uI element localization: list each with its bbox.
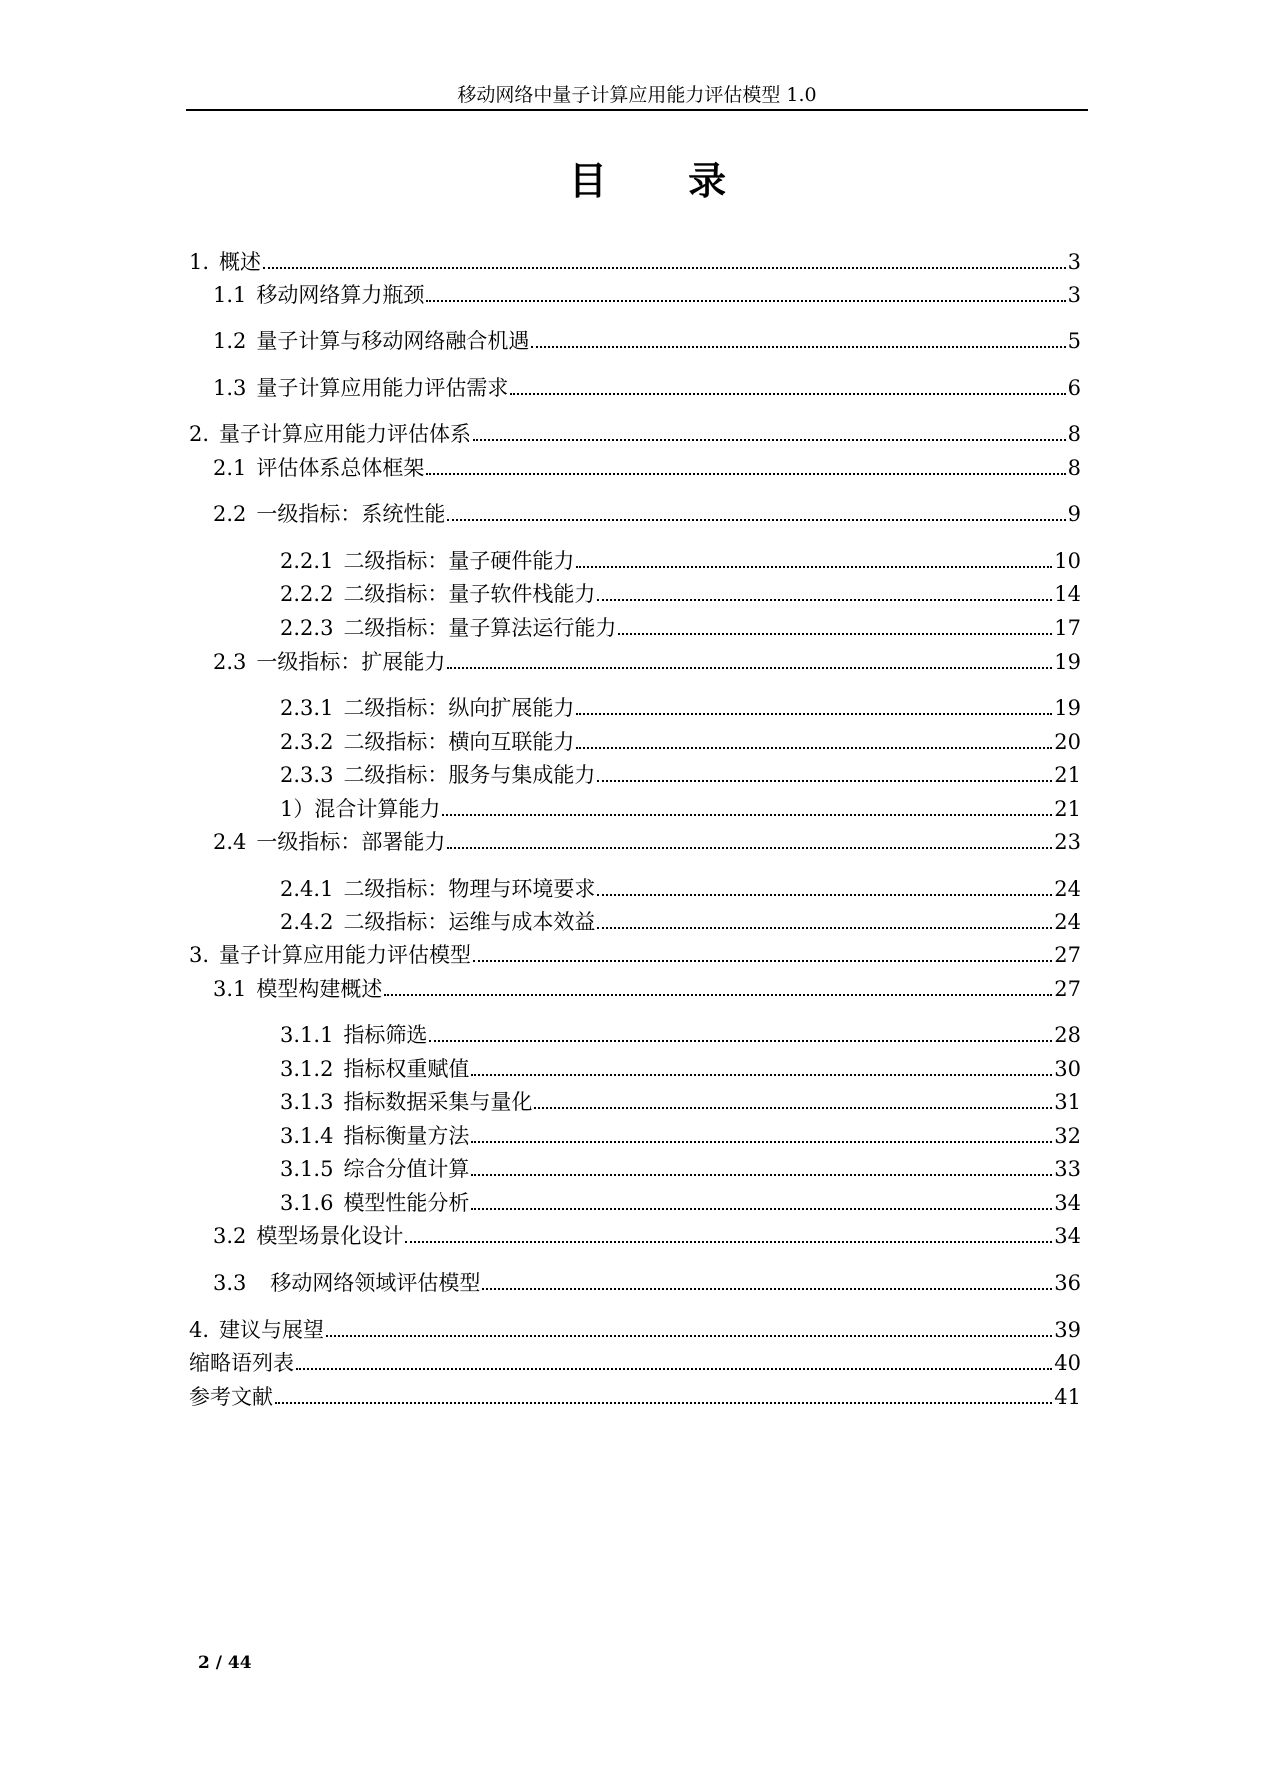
toc-entry-page: 3 xyxy=(1067,250,1081,274)
dot-leader xyxy=(482,1288,1052,1290)
toc-entry-number: 2.4 xyxy=(213,830,247,854)
dot-leader xyxy=(296,1368,1052,1370)
toc-entry-page: 23 xyxy=(1054,830,1081,854)
toc-entry-number: 2.2.2 xyxy=(280,582,334,606)
toc-entry-page: 10 xyxy=(1054,549,1081,573)
toc-entry-label: 量子计算与移动网络融合机遇 xyxy=(256,329,530,353)
toc-entry-page: 34 xyxy=(1054,1224,1081,1248)
toc-entry-page: 27 xyxy=(1054,977,1081,1001)
toc-entry-page: 3 xyxy=(1067,283,1081,307)
toc-entry-number: 2.3.3 xyxy=(280,763,334,787)
toc-entry-label: 指标权重赋值 xyxy=(343,1057,470,1081)
toc-entry-page: 19 xyxy=(1054,650,1081,674)
toc-entry-page: 32 xyxy=(1054,1124,1081,1148)
toc-entry-page: 41 xyxy=(1054,1385,1081,1409)
toc-entry-page: 34 xyxy=(1054,1191,1081,1215)
toc-entry-page: 19 xyxy=(1054,696,1081,720)
toc-entry-number: 1.2 xyxy=(213,329,247,353)
toc-entry[interactable] xyxy=(280,792,1081,822)
toc-entry-number: 1.1 xyxy=(213,283,247,307)
toc-entry[interactable] xyxy=(280,872,1081,902)
toc-entry-number: 2.3.2 xyxy=(280,730,334,754)
running-header: 移动网络中量子计算应用能力评估模型 1.0 xyxy=(457,84,817,106)
toc-entry-number: 1. xyxy=(189,250,210,274)
dot-leader xyxy=(510,393,1065,395)
dot-leader xyxy=(597,894,1052,896)
toc-entry-page: 14 xyxy=(1054,582,1081,606)
toc-entry[interactable] xyxy=(280,611,1081,641)
dot-leader xyxy=(471,1208,1052,1210)
toc-entry-label: 二级指标：量子算法运行能力 xyxy=(343,616,617,640)
toc-entry-label: 二级指标：横向互联能力 xyxy=(343,730,575,754)
toc-entry-page: 27 xyxy=(1054,943,1081,967)
toc-entry-label: 一级指标：系统性能 xyxy=(256,502,446,526)
toc-entry-label: 建议与展望 xyxy=(219,1318,325,1342)
toc-entry[interactable] xyxy=(280,1052,1081,1082)
toc-entry-label: 评估体系总体框架 xyxy=(256,456,425,480)
toc-entry-number: 2.4.2 xyxy=(280,910,334,934)
toc-entry-number: 3. xyxy=(189,943,210,967)
toc-entry-page: 5 xyxy=(1067,329,1081,353)
toc-entry[interactable] xyxy=(213,371,1081,401)
toc-entry-page: 17 xyxy=(1054,616,1081,640)
toc-entry-page: 36 xyxy=(1054,1271,1081,1295)
toc-entry-page: 9 xyxy=(1067,502,1081,526)
toc-entry-number: 2. xyxy=(189,422,210,446)
toc-entry-number: 1.3 xyxy=(213,376,247,400)
toc-entry-number: 2.2.3 xyxy=(280,616,334,640)
toc-entry-number: 3.1.4 xyxy=(280,1124,334,1148)
dot-leader xyxy=(426,300,1065,302)
toc-entry-label: 量子计算应用能力评估体系 xyxy=(219,422,472,446)
toc-entry-page: 21 xyxy=(1054,763,1081,787)
toc-entry[interactable] xyxy=(189,938,1081,968)
toc-entry-page: 24 xyxy=(1054,877,1081,901)
toc-entry-number: 2.1 xyxy=(213,456,247,480)
dot-leader xyxy=(473,960,1052,962)
dot-leader xyxy=(473,439,1066,441)
toc-entry-label: 量子计算应用能力评估模型 xyxy=(219,943,472,967)
dot-leader xyxy=(471,1141,1052,1143)
toc-entry[interactable] xyxy=(280,1085,1081,1115)
toc-entry-page: 6 xyxy=(1067,376,1081,400)
toc-entry-label: 指标筛选 xyxy=(343,1023,428,1047)
toc-entry-page: 31 xyxy=(1054,1090,1081,1114)
toc-entry[interactable] xyxy=(189,1313,1081,1343)
toc-entry-label: 一级指标：扩展能力 xyxy=(256,650,446,674)
dot-leader xyxy=(447,847,1052,849)
toc-entry-label: 二级指标：运维与成本效益 xyxy=(343,910,596,934)
toc-entry[interactable] xyxy=(213,972,1081,1002)
toc-entry-label: 移动网络算力瓶颈 xyxy=(256,283,425,307)
dot-leader xyxy=(471,1074,1052,1076)
toc-entry[interactable] xyxy=(213,497,1081,527)
dot-leader xyxy=(576,747,1052,749)
toc-entry[interactable] xyxy=(280,577,1081,607)
dot-leader xyxy=(471,1174,1052,1176)
toc-entry-page: 21 xyxy=(1054,797,1081,821)
toc-entry-number: 3.1.5 xyxy=(280,1157,334,1181)
toc-entry-label: 量子计算应用能力评估需求 xyxy=(256,376,509,400)
toc-entry-page: 40 xyxy=(1054,1351,1081,1375)
toc-entry[interactable] xyxy=(189,417,1081,447)
dot-leader xyxy=(618,633,1052,635)
toc-entry-number: 3.1 xyxy=(213,977,247,1001)
toc-entry[interactable] xyxy=(189,245,1081,275)
dot-leader xyxy=(326,1335,1052,1337)
dot-leader xyxy=(384,994,1052,996)
toc-title: 目 录 xyxy=(568,159,761,203)
toc-entry[interactable] xyxy=(280,1152,1081,1182)
toc-entry-page: 24 xyxy=(1054,910,1081,934)
page-number: 2 / 44 xyxy=(198,1653,252,1673)
toc-entry[interactable] xyxy=(280,544,1081,574)
dot-leader xyxy=(447,519,1065,521)
dot-leader xyxy=(597,599,1052,601)
toc-entry[interactable] xyxy=(280,1119,1081,1149)
toc-entry[interactable] xyxy=(280,1018,1081,1048)
toc-entry[interactable] xyxy=(213,1219,1081,1249)
dot-leader xyxy=(429,1040,1052,1042)
toc-entry-label: 综合分值计算 xyxy=(343,1157,470,1181)
dot-leader xyxy=(576,713,1052,715)
toc-entry[interactable] xyxy=(280,905,1081,935)
toc-entry[interactable] xyxy=(213,645,1081,675)
dot-leader xyxy=(534,1107,1052,1109)
toc-entry[interactable] xyxy=(189,1380,1081,1410)
toc-entry-number: 3.1.1 xyxy=(280,1023,334,1047)
toc-entry-label: 缩略语列表 xyxy=(189,1351,294,1375)
dot-leader xyxy=(275,1402,1052,1404)
toc-entry-number: 1） xyxy=(280,797,315,821)
toc-entry-label: 二级指标：服务与集成能力 xyxy=(343,763,596,787)
dot-leader xyxy=(447,667,1052,669)
toc-entry-label: 二级指标：物理与环境要求 xyxy=(343,877,596,901)
toc-entry[interactable] xyxy=(280,691,1081,721)
toc-entry-number: 2.2.1 xyxy=(280,549,334,573)
toc-entry-number: 2.4.1 xyxy=(280,877,334,901)
toc-entry[interactable] xyxy=(280,1186,1081,1216)
toc-entry-label: 指标衡量方法 xyxy=(343,1124,470,1148)
toc-entry-number: 2.2 xyxy=(213,502,247,526)
toc-entry[interactable] xyxy=(280,758,1081,788)
toc-entry[interactable] xyxy=(213,278,1081,308)
toc-entry-label: 一级指标：部署能力 xyxy=(256,830,446,854)
toc-entry-label: 二级指标：量子硬件能力 xyxy=(343,549,575,573)
toc-entry-label: 模型构建概述 xyxy=(256,977,383,1001)
toc-entry-page: 8 xyxy=(1067,456,1081,480)
dot-leader xyxy=(442,814,1052,816)
dot-leader xyxy=(576,566,1052,568)
toc-entry-page: 30 xyxy=(1054,1057,1081,1081)
header-rule xyxy=(186,109,1088,111)
dot-leader xyxy=(531,346,1065,348)
toc-entry[interactable] xyxy=(213,825,1081,855)
dot-leader xyxy=(597,780,1052,782)
toc-entry-label: 二级指标：量子软件栈能力 xyxy=(343,582,596,606)
toc-entry-label: 模型性能分析 xyxy=(343,1191,470,1215)
toc-entry-page: 20 xyxy=(1054,730,1081,754)
toc-entry-label: 移动网络领域评估模型 xyxy=(270,1271,481,1295)
toc-entry-number: 3.1.6 xyxy=(280,1191,334,1215)
toc-entry[interactable] xyxy=(213,451,1081,481)
toc-entry-number: 4. xyxy=(189,1318,210,1342)
toc-entry[interactable] xyxy=(189,1346,1081,1376)
toc-entry-page: 8 xyxy=(1067,422,1081,446)
toc-entry-number: 3.1.2 xyxy=(280,1057,334,1081)
toc-entry-label: 指标数据采集与量化 xyxy=(343,1090,533,1114)
toc-entry-label: 二级指标：纵向扩展能力 xyxy=(343,696,575,720)
dot-leader xyxy=(597,927,1052,929)
toc-entry-number: 2.3 xyxy=(213,650,247,674)
toc-entry-label: 参考文献 xyxy=(189,1385,273,1409)
toc-entry-page: 39 xyxy=(1054,1318,1081,1342)
dot-leader xyxy=(263,267,1066,269)
toc-entry-number: 3.1.3 xyxy=(280,1090,334,1114)
toc-entry[interactable] xyxy=(213,324,1081,354)
toc-entry-label: 混合计算能力 xyxy=(314,797,441,821)
toc-entry[interactable] xyxy=(213,1266,1081,1296)
toc-entry-page: 28 xyxy=(1054,1023,1081,1047)
toc-entry-page: 33 xyxy=(1054,1157,1081,1181)
toc-entry-number: 2.3.1 xyxy=(280,696,334,720)
toc-entry[interactable] xyxy=(280,725,1081,755)
toc-entry-number: 3.2 xyxy=(213,1224,247,1248)
dot-leader xyxy=(426,473,1065,475)
toc-entry-number: 3.3 xyxy=(213,1271,247,1295)
toc-entry-label: 模型场景化设计 xyxy=(256,1224,404,1248)
dot-leader xyxy=(405,1241,1052,1243)
toc-entry-label: 概述 xyxy=(219,250,262,274)
